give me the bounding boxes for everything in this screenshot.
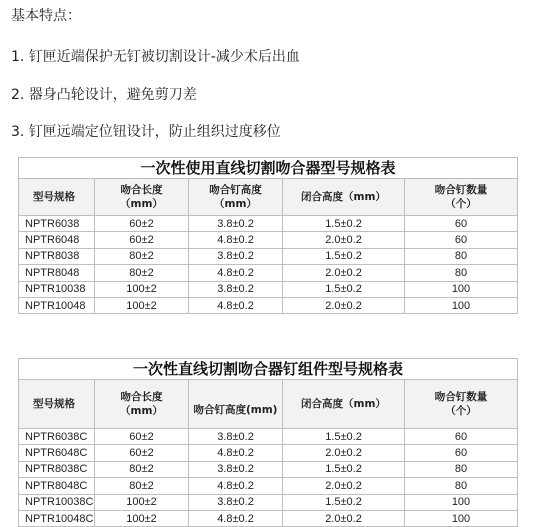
cell-closed-height: 2.0±0.2 (283, 232, 405, 248)
cell-length: 60±2 (95, 232, 189, 248)
col-header-model: 型号规格 (19, 179, 95, 216)
table-row (19, 429, 518, 445)
cell-model: NPTR6048C (19, 445, 95, 461)
cell-model: NPTR6048 (19, 232, 95, 248)
cell-length: 100±2 (95, 297, 189, 313)
cell-closed-height: 1.5±0.2 (283, 461, 405, 477)
cell-staple-count: 80 (405, 461, 518, 477)
cell-length: 100±2 (95, 494, 189, 510)
cell-closed-height: 1.5±0.2 (283, 216, 405, 232)
table-header-row (19, 179, 518, 216)
cell-model: NPTR6038 (19, 216, 95, 232)
feature-item-2: 2. 器身凸轮设计，避免剪刀差 (11, 87, 197, 103)
cell-length: 60±2 (95, 429, 189, 445)
col-header-length: 吻合长度 （mm） (95, 380, 189, 429)
cell-staple-height: 4.8±0.2 (189, 232, 283, 248)
table-row (19, 494, 518, 510)
col-header-staple-height: 吻合钉高度 （mm） (189, 179, 283, 216)
cell-staple-count: 60 (405, 232, 518, 248)
cell-staple-height: 3.8±0.2 (189, 461, 283, 477)
table-title: 一次性直线切割吻合器钉组件型号规格表 (19, 359, 518, 380)
cell-length: 100±2 (95, 281, 189, 297)
table-row (19, 216, 518, 232)
cell-model: NPTR8048 (19, 265, 95, 281)
table-row (19, 281, 518, 297)
table-header-row (19, 380, 518, 429)
cell-staple-count: 100 (405, 494, 518, 510)
cell-model: NPTR10048 (19, 297, 95, 313)
col-header-staple-height: 吻合钉高度(mm) (189, 380, 283, 429)
cell-length: 60±2 (95, 216, 189, 232)
cartridge-spec-table (18, 358, 518, 527)
cell-staple-count: 80 (405, 478, 518, 494)
cell-staple-count: 60 (405, 429, 518, 445)
cell-staple-count: 80 (405, 248, 518, 264)
cell-staple-height: 3.8±0.2 (189, 429, 283, 445)
cell-staple-count: 60 (405, 445, 518, 461)
cell-staple-height: 3.8±0.2 (189, 281, 283, 297)
cell-closed-height: 1.5±0.2 (283, 429, 405, 445)
cell-closed-height: 2.0±0.2 (283, 478, 405, 494)
table-row (19, 265, 518, 281)
cell-staple-count: 100 (405, 510, 518, 526)
col-header-closed-height: 闭合高度（mm） (283, 179, 405, 216)
features-section (11, 6, 531, 140)
cell-length: 80±2 (95, 461, 189, 477)
cell-closed-height: 2.0±0.2 (283, 445, 405, 461)
cell-staple-height: 4.8±0.2 (189, 478, 283, 494)
cell-staple-height: 3.8±0.2 (189, 216, 283, 232)
stapler-spec-table (18, 157, 518, 314)
cell-model: NPTR6038C (19, 429, 95, 445)
feature-item-3: 3. 钉匣远端定位钮设计，防止组织过度移位 (11, 124, 281, 140)
col-header-model: 型号规格 (19, 380, 95, 429)
cell-staple-height: 3.8±0.2 (189, 494, 283, 510)
table-row (19, 445, 518, 461)
cell-staple-count: 60 (405, 216, 518, 232)
cell-staple-count: 100 (405, 297, 518, 313)
table-row (19, 248, 518, 264)
table-row (19, 461, 518, 477)
cell-closed-height: 1.5±0.2 (283, 494, 405, 510)
cell-staple-height: 4.8±0.2 (189, 445, 283, 461)
table-row (19, 232, 518, 248)
table-title: 一次性使用直线切割吻合器型号规格表 (19, 158, 518, 179)
cell-staple-height: 3.8±0.2 (189, 248, 283, 264)
cell-length: 80±2 (95, 265, 189, 281)
cell-staple-height: 4.8±0.2 (189, 265, 283, 281)
col-header-closed-height: 闭合高度（mm） (283, 380, 405, 429)
col-header-length: 吻合长度 （mm） (95, 179, 189, 216)
feature-item-1: 1. 钉匣近端保护无钉被切割设计-减少术后出血 (11, 49, 300, 65)
cell-length: 100±2 (95, 510, 189, 526)
cell-model: NPTR10038 (19, 281, 95, 297)
cell-model: NPTR8038 (19, 248, 95, 264)
cell-model: NPTR10038C (19, 494, 95, 510)
cell-closed-height: 1.5±0.2 (283, 248, 405, 264)
cell-length: 80±2 (95, 248, 189, 264)
features-title: 基本特点： (11, 8, 81, 24)
table-row (19, 510, 518, 526)
cell-model: NPTR8038C (19, 461, 95, 477)
cell-length: 80±2 (95, 478, 189, 494)
cell-staple-height: 4.8±0.2 (189, 297, 283, 313)
cell-staple-count: 80 (405, 265, 518, 281)
cell-model: NPTR10048C (19, 510, 95, 526)
cell-closed-height: 2.0±0.2 (283, 510, 405, 526)
cell-staple-count: 100 (405, 281, 518, 297)
col-header-staple-count: 吻合钉数量 （个） (405, 179, 518, 216)
cell-staple-height: 4.8±0.2 (189, 510, 283, 526)
cell-model: NPTR8048C (19, 478, 95, 494)
cell-length: 60±2 (95, 445, 189, 461)
cell-closed-height: 2.0±0.2 (283, 265, 405, 281)
table-row (19, 297, 518, 313)
cell-closed-height: 1.5±0.2 (283, 281, 405, 297)
col-header-staple-count: 吻合钉数量 （个） (405, 380, 518, 429)
table-row (19, 478, 518, 494)
cell-closed-height: 2.0±0.2 (283, 297, 405, 313)
